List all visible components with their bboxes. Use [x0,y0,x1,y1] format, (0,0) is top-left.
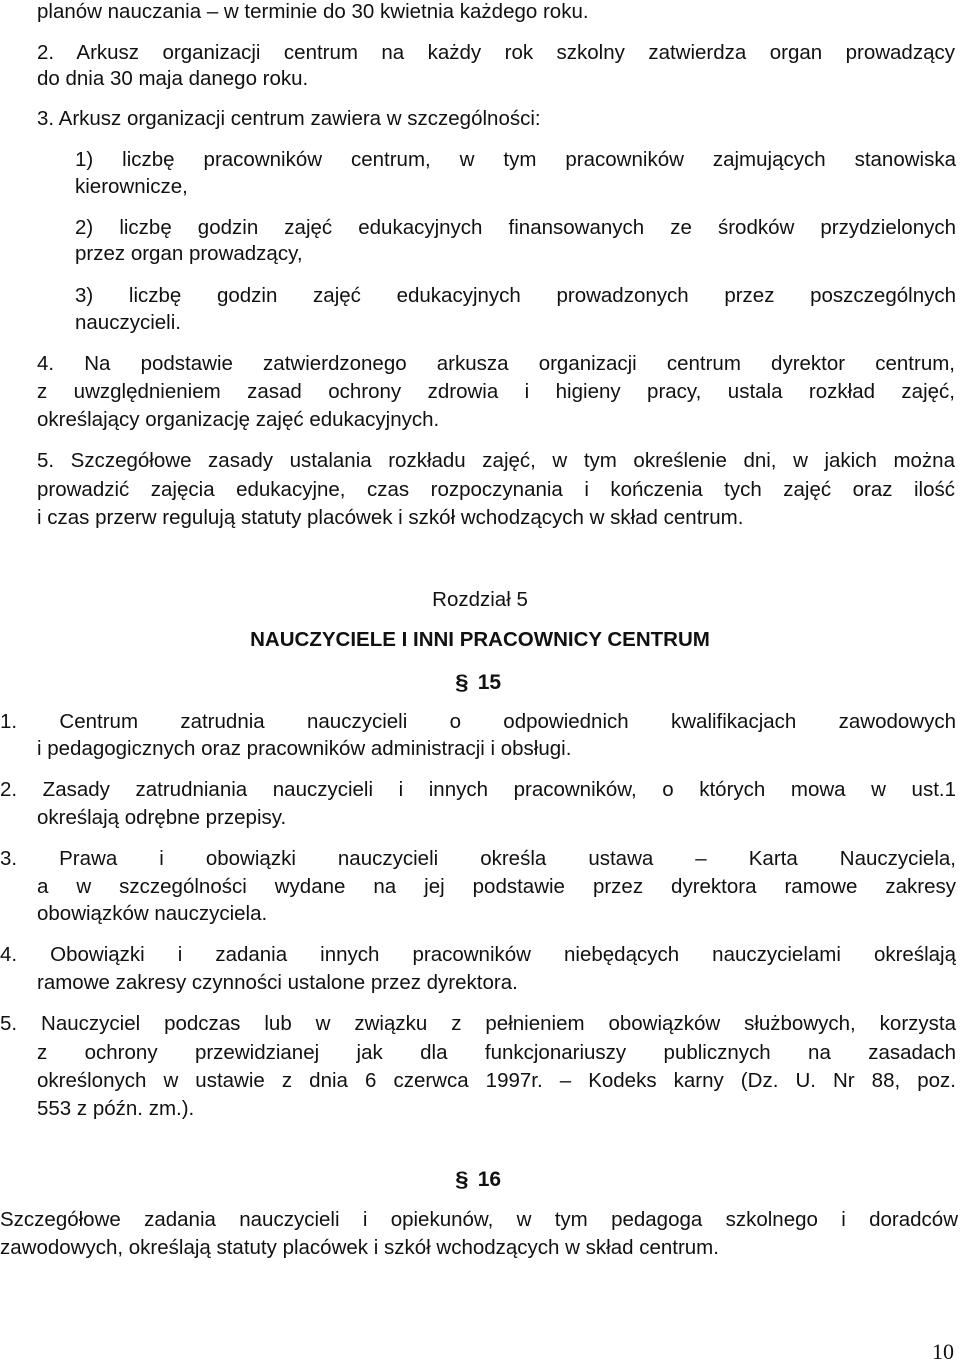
text-line: planów nauczania – w terminie do 30 kwietnia każdego roku. [37,0,589,23]
text-line: 553 z późn. zm.). [37,1097,195,1120]
text-line: 1. Centrum zatrudnia nauczycieli o odpowiednich kwalifikacjach zawodowych [0,710,956,733]
text-line: i pedagogicznych oraz pracowników administracji i obsługi. [37,737,572,760]
text-line: i czas przerw regulują statuty placówek i szkół wchodzących w skład centrum. [37,506,744,529]
text-line: zawodowych, określają statuty placówek i szkół wchodzących w skład centrum. [0,1236,719,1259]
section-sign-icon: § [455,1168,469,1191]
text-line: 3. Prawa i obowiązki nauczycieli określa ustawa – Karta Nauczyciela, [0,847,956,870]
list-item-text: 3) liczbę godzin zajęć edukacyjnych prowadzonych przez poszczególnych [75,284,956,307]
text-line: 4. Na podstawie zatwierdzonego arkusza organizacji centrum dyrektor centrum, [37,352,955,375]
list-item-text: przez organ prowadzący, [75,242,303,265]
text-line: do dnia 30 maja danego roku. [37,67,309,90]
text-line: 5. Szczegółowe zasady ustalania rozkładu zajęć, w tym określenie dni, w jakich można [37,449,955,472]
paragraph-number: 15 [477,671,502,694]
chapter-title: NAUCZYCIELE I INNI PRACOWNICY CENTRUM [250,628,710,651]
page-number: 10 [932,1339,954,1364]
text-line: 5. Nauczyciel podczas lub w związku z pełnieniem obowiązków służbowych, korzysta [0,1012,956,1035]
paragraph-heading [456,1166,501,1194]
text-line: określający organizację zajęć edukacyjnych. [37,408,440,431]
text-line: prowadzić zajęcia edukacyjne, czas rozpoczynania i kończenia tych zajęć oraz ilość [37,478,955,501]
text-line: 2. Arkusz organizacji centrum na każdy rok szkolny zatwierdza organ prowadzący [37,41,955,64]
text-line: a w szczególności wydane na jej podstawie przez dyrektora ramowe zakresy [37,875,956,898]
text-line: z ochrony przewidzianej jak dla funkcjonariuszy publicznych na zasadach [37,1041,956,1064]
text-line: obowiązków nauczyciela. [37,902,268,925]
section-sign-icon: § [455,671,469,694]
text-line: ramowe zakresy czynności ustalone przez dyrektora. [37,971,518,994]
text-line: 4. Obowiązki i zadania innych pracowników niebędących nauczycielami określają [0,943,956,966]
text-line: z uwzględnieniem zasad ochrony zdrowia i higieny pracy, ustala rozkład zajęć, [37,380,955,403]
list-item-text: nauczycieli. [75,311,181,334]
paragraph-heading [456,669,501,697]
chapter-number: Rozdział 5 [432,588,528,611]
list-item-text: 1) liczbę pracowników centrum, w tym pracowników zajmujących stanowiska [75,148,956,171]
list-item-text: kierownicze, [75,175,188,198]
text-line: określonych w ustawie z dnia 6 czerwca 1997r. – Kodeks karny (Dz. U. Nr 88, poz. [37,1069,956,1092]
text-line: Szczegółowe zadania nauczycieli i opiekunów, w tym pedagoga szkolnego i doradców [0,1208,958,1231]
text-line: 3. Arkusz organizacji centrum zawiera w szczególności: [37,107,541,130]
paragraph-number: 16 [477,1168,502,1191]
list-item-text: 2) liczbę godzin zajęć edukacyjnych finansowanych ze środków przydzielonych [75,216,956,239]
text-line: określają odrębne przepisy. [37,806,287,829]
text-line: 2. Zasady zatrudniania nauczycieli i innych pracowników, o których mowa w ust.1 [0,778,956,801]
